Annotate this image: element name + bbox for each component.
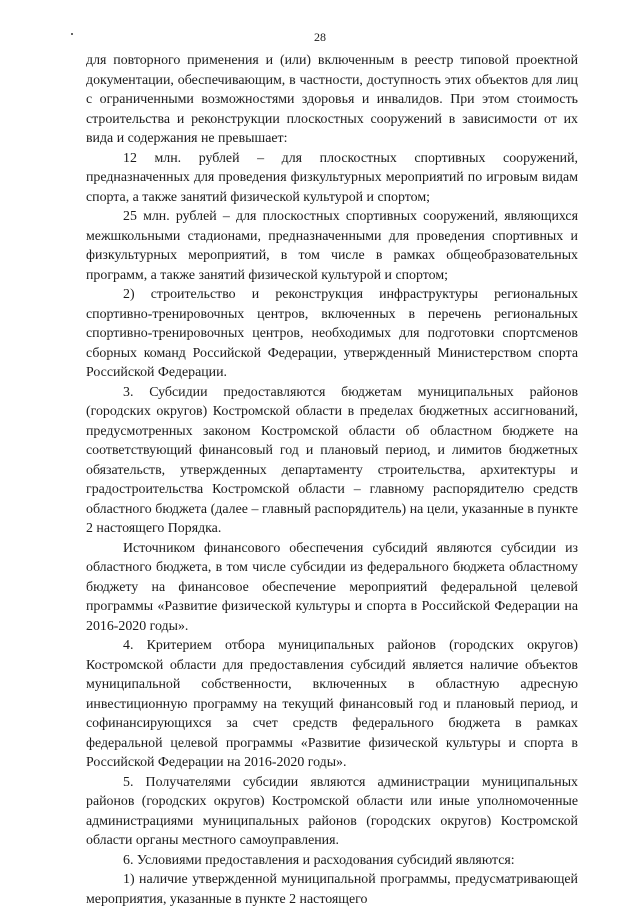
paragraph-25mln: 25 млн. рублей – для плоскостных спортивных сооружений, являющихся межшкольными стадионами, предназначенными для проведения спортивных и физкультурных мероприятий, в том числе в рамках общеобразовательных программ, а также занятий физической культурой и спортом; bbox=[86, 209, 578, 283]
paragraph-continuation: для повторного применения и (или) включенным в реестр типовой проектной документации, обеспечивающим, в частности, доступность этих объектов для лиц с ограниченными возможностями здоровья и инвалидов. При этом стоимость строительства и реконструкции плоскостных сооружений в зависимости от их вида и содержания не превышает: bbox=[86, 53, 578, 146]
paragraph-clause-3: 3. Субсидии предоставляются бюджетам муниципальных районов (городских округов) Костромской области в пределах бюджетных ассигнований, предусмотренных законом Костромской области об областном бюджете на соответствующий финансовый год и плановый период, и лимитов бюджетных обязательств, утвержденных департаменту строительства, архитектуры и градостроительства Костромской области – главному распорядителю средств областного бюджета (далее – главный распорядитель) на цели, указанные в пункте 2 настоящего Порядка. bbox=[86, 384, 578, 536]
paragraph-funding-source: Источником финансового обеспечения субсидий являются субсидии из областного бюджета, в том числе субсидии из федерального бюджета областному бюджету на финансовое обеспечение мероприятий федеральной целевой программы «Развитие физической культуры и спорта в Российской Федерации на 2016-2020 годы». bbox=[86, 540, 578, 634]
paragraph-clause-6-item-1: 1) наличие утвержденной муниципальной программы, предусматривающей мероприятия, указанные в пункте 2 настоящего bbox=[86, 872, 578, 907]
paragraph-clause-6: 6. Условиями предоставления и расходования субсидий являются: bbox=[123, 852, 515, 868]
page-number: 28 bbox=[314, 30, 326, 44]
paragraph-clause-4: 4. Критерием отбора муниципальных районов (городских округов) Костромской области для предоставления субсидий является наличие объектов муниципальной собственности, включенных в областную адресную инвестиционную программу на текущий финансовый год и плановый период, и софинансирующихся за счет средств федерального бюджета в рамках федеральной целевой программы «Развитие физической культуры и спорта в Российской Федерации на 2016-2020 годы». bbox=[86, 638, 578, 770]
paragraph-12mln: 12 млн. рублей – для плоскостных спортивных сооружений, предназначенных для проведения физкультурных мероприятий по игровым видам спорта, а также занятий физической культурой и спортом; bbox=[86, 150, 578, 205]
paragraph-clause-5: 5. Получателями субсидии являются администрации муниципальных районов (городских округов) Костромской области или иные уполномоченные администрациями муниципальных районов (городских округов) Костромской области органы местного самоуправления. bbox=[86, 774, 578, 848]
paragraph-item-2: 2) строительство и реконструкция инфраструктуры региональных спортивно-тренировочных центров, включенных в перечень региональных спортивно-тренировочных центров, необходимых для подготовки спортсменов сборных команд Российской Федерации, утвержденный Министерством спорта Российской Федерации. bbox=[86, 287, 578, 380]
document-body bbox=[86, 51, 578, 909]
